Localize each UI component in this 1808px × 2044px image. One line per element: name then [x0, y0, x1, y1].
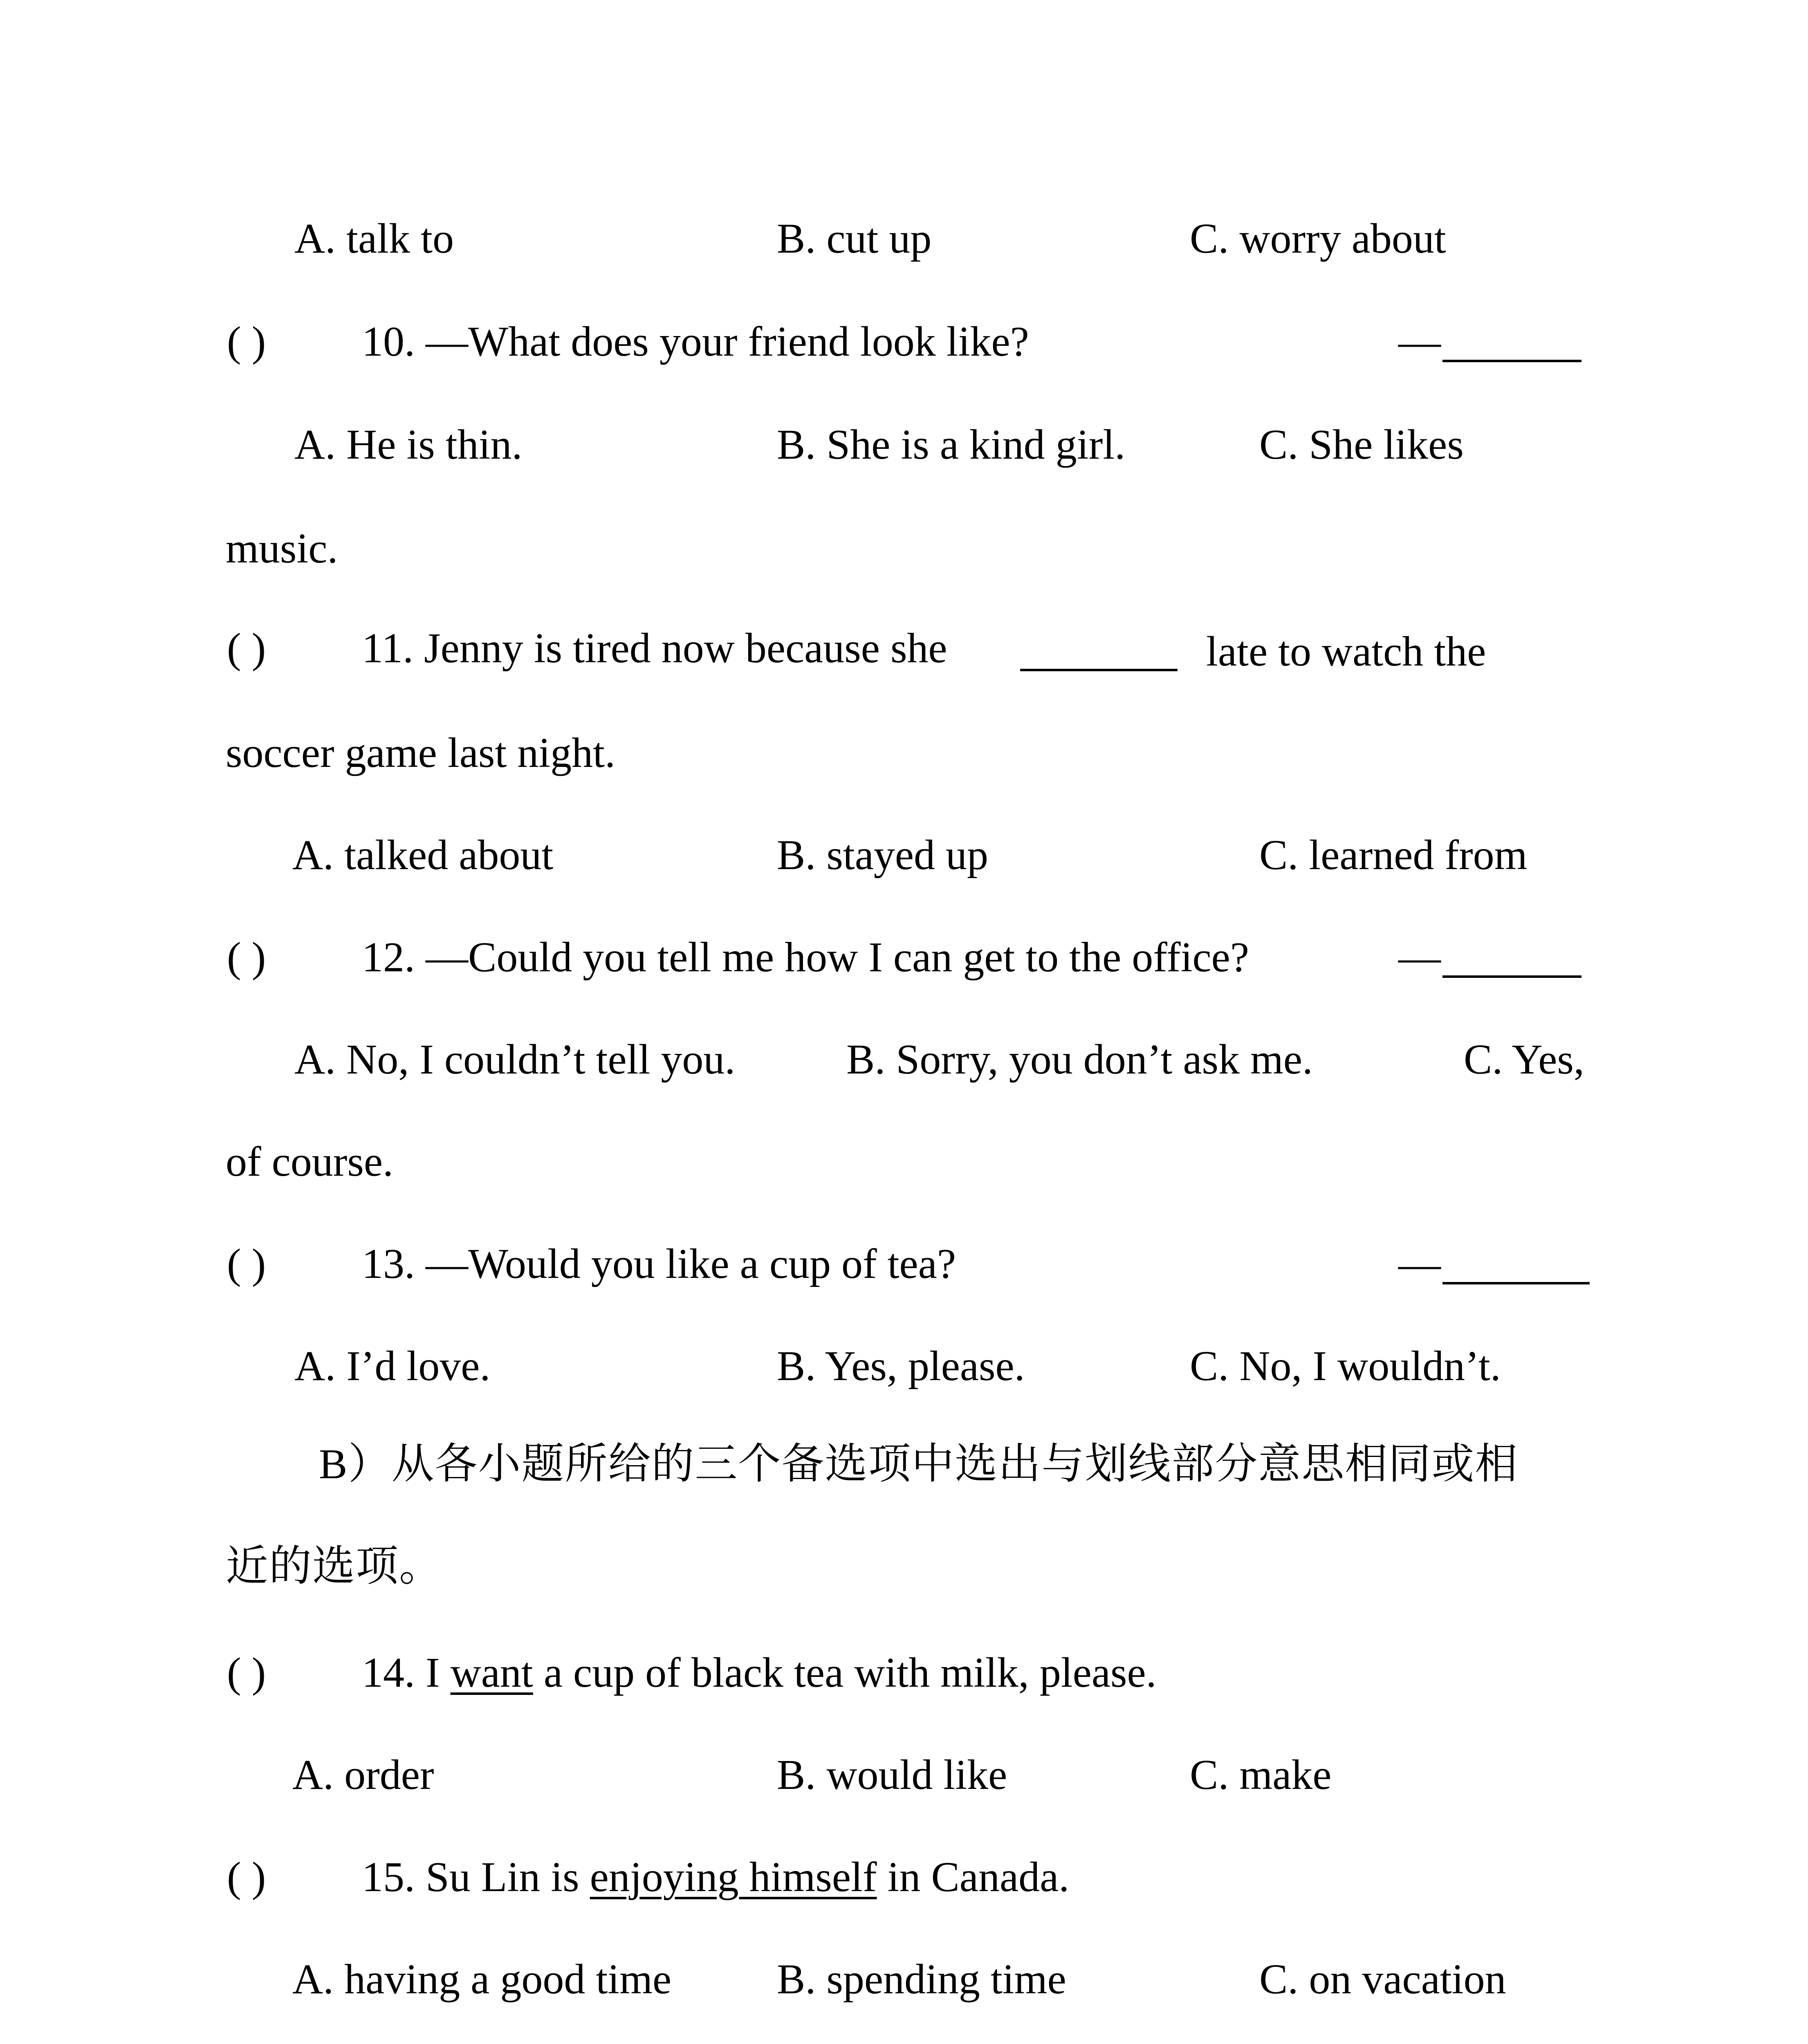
- q9-option-a: A. talk to: [294, 215, 454, 262]
- q12-answer-paren: ( ): [227, 934, 266, 981]
- q13-option-b: B. Yes, please.: [777, 1342, 1025, 1390]
- section-b-instruction: B）从各小题所给的三个备选项中选出与划线部分意思相同或相: [319, 1441, 1519, 1488]
- q14-option-c: C. make: [1190, 1751, 1332, 1798]
- q15-underlined-phrase: enjoying himself: [590, 1853, 877, 1901]
- q13-answer-blank: [1442, 1282, 1590, 1284]
- q15-stem: [362, 1853, 1070, 1901]
- q15-stem-post: in Canada.: [877, 1853, 1070, 1901]
- q10-stem: 10. —What does your friend look like?: [362, 318, 1029, 365]
- q15-option-b: B. spending time: [777, 1956, 1066, 2003]
- q14-option-a: A. order: [292, 1751, 434, 1798]
- q14-stem-post: a cup of black tea with milk, please.: [533, 1649, 1157, 1696]
- q11-option-a: A. talked about: [292, 831, 554, 879]
- q10-answer-blank: [1442, 360, 1581, 362]
- q12-option-c: C. Yes,: [1464, 1036, 1584, 1083]
- q13-dash: —: [1398, 1240, 1441, 1287]
- q14-underlined-word: want: [450, 1649, 533, 1696]
- q11-stem-continued: soccer game last night.: [226, 729, 616, 776]
- q14-stem: [362, 1649, 1157, 1696]
- q9-option-b: B. cut up: [777, 215, 932, 262]
- q14-stem-pre: 14. I: [362, 1649, 451, 1696]
- q10-answer-paren: ( ): [227, 318, 266, 365]
- q12-option-b: B. Sorry, you don’t ask me.: [846, 1036, 1313, 1083]
- q14-answer-paren: ( ): [227, 1649, 266, 1696]
- q13-option-c: C. No, I wouldn’t.: [1190, 1342, 1501, 1390]
- q10-option-a: A. He is thin.: [294, 421, 523, 468]
- q10-dash: —: [1398, 318, 1441, 365]
- q11-option-b: B. stayed up: [777, 831, 989, 879]
- q15-option-a: A. having a good time: [292, 1956, 672, 2003]
- q12-answer-blank: [1442, 975, 1581, 978]
- q15-answer-paren: ( ): [227, 1853, 266, 1901]
- q12-stem: 12. —Could you tell me how I can get to the office?: [362, 934, 1249, 981]
- q11-answer-blank: [1020, 669, 1178, 671]
- q13-stem: 13. —Would you like a cup of tea?: [362, 1240, 956, 1287]
- q11-answer-paren: ( ): [227, 625, 266, 672]
- q12-option-c-continued: of course.: [226, 1138, 394, 1185]
- q13-answer-paren: ( ): [227, 1240, 266, 1287]
- q11-stem-tail: late to watch the: [1206, 628, 1486, 675]
- q13-option-a: A. I’d love.: [294, 1342, 491, 1390]
- q14-option-b: B. would like: [777, 1751, 1007, 1798]
- q12-option-a: A. No, I couldn’t tell you.: [294, 1036, 736, 1083]
- q11-option-c: C. learned from: [1259, 831, 1528, 879]
- q11-stem: 11. Jenny is tired now because she: [362, 625, 947, 672]
- q15-stem-pre: 15. Su Lin is: [362, 1853, 590, 1901]
- section-b-instruction-continued: 近的选项。: [226, 1543, 443, 1590]
- q10-option-c-continued: music.: [226, 525, 338, 572]
- q10-option-c: C. She likes: [1259, 421, 1464, 468]
- q9-option-c: C. worry about: [1190, 215, 1446, 262]
- q15-option-c: C. on vacation: [1259, 1956, 1506, 2003]
- q10-option-b: B. She is a kind girl.: [777, 421, 1126, 468]
- q12-dash: —: [1398, 934, 1441, 981]
